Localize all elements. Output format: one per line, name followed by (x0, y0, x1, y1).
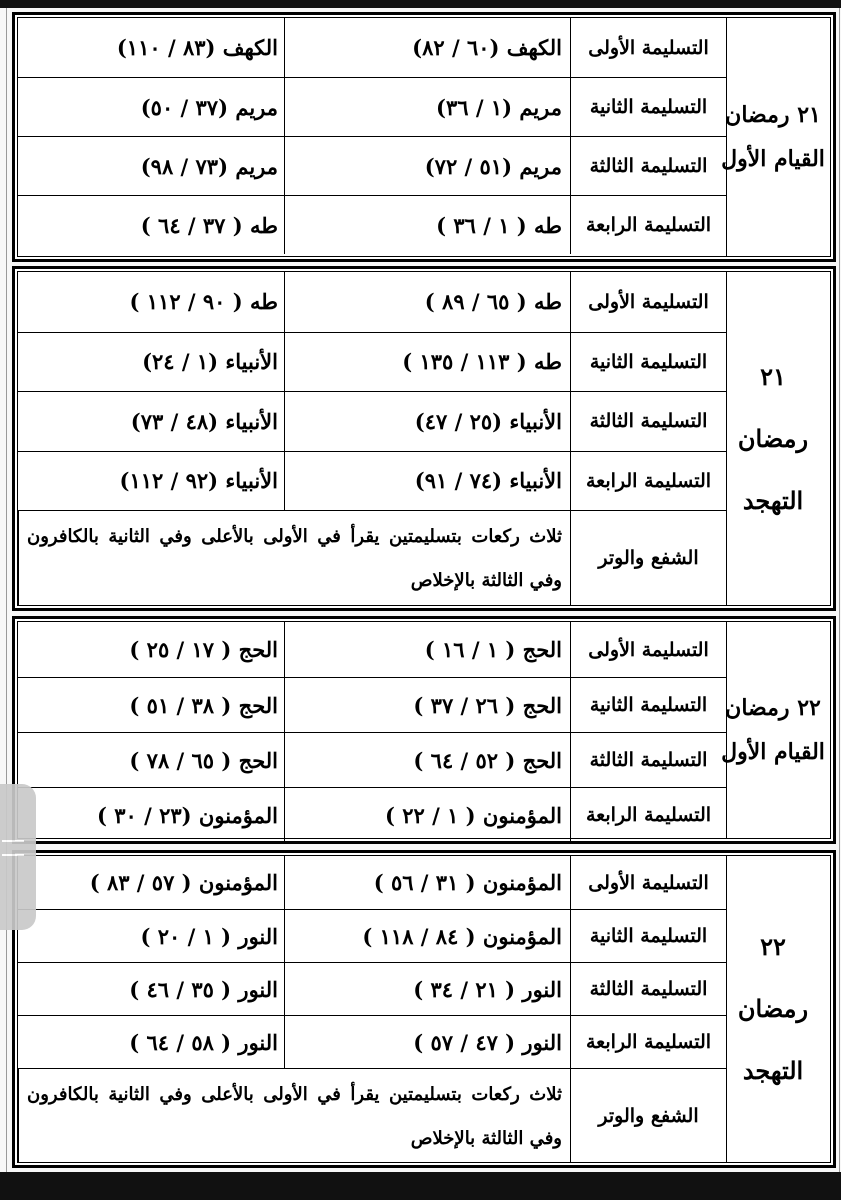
block-inner (17, 621, 831, 839)
first-rakah-reading: الأنبياء (٧٤ / ٩١) (284, 452, 570, 511)
second-rakah-reading: الأنبياء (٤٨ / ٧٣) (130, 408, 278, 434)
block-rows (18, 18, 727, 256)
day-label (716, 18, 830, 256)
schedule-block (12, 616, 836, 844)
day-label-line: القيام الأول (721, 739, 825, 765)
schedule-row (18, 451, 726, 511)
block-inner (17, 855, 831, 1163)
first-rakah-reading: النور ( ٤٧ / ٥٧ ) (284, 1016, 570, 1068)
schedule-row (18, 732, 726, 787)
second-rakah-reading: الحج ( ٦٥ / ٧٨ ) (129, 747, 278, 773)
schedule-block (12, 12, 836, 262)
schedule-row (18, 909, 726, 962)
day-label (716, 622, 830, 838)
schedule-block (12, 850, 836, 1168)
rakah-label: التسليمة الرابعة (570, 196, 726, 254)
day-label-line: رمضان (737, 423, 809, 453)
schedule-row (18, 195, 726, 254)
schedule-block (12, 266, 836, 611)
second-rakah-reading: الكهف (٨٣ / ١١٠) (116, 35, 278, 60)
rakah-label: التسليمة الثانية (570, 910, 726, 962)
handle-grip-line (2, 854, 24, 856)
second-rakah-reading: الحج ( ١٧ / ٢٥ ) (129, 637, 278, 662)
handle-grip-line (2, 840, 24, 842)
rakah-label: التسليمة الأولى (570, 856, 726, 909)
schedule-row (18, 77, 726, 136)
day-label (716, 272, 830, 605)
schedule-row (18, 136, 726, 195)
second-rakah-reading: طه ( ٩٠ / ١١٢ ) (129, 289, 278, 315)
second-rakah-reading: المؤمنون ( ٥٧ / ٨٣ ) (89, 870, 278, 895)
rakah-label: التسليمة الرابعة (570, 1016, 726, 1068)
first-rakah-reading: مريم (٥١ / ٧٢) (284, 137, 570, 195)
day-label-line: رمضان (737, 994, 809, 1023)
first-rakah-reading: المؤمنون ( ١ / ٢٢ ) (284, 788, 570, 842)
fast-scroll-handle[interactable] (0, 784, 36, 930)
first-rakah-reading: المؤمنون ( ٣١ / ٥٦ ) (284, 856, 570, 909)
witr-label: الشفع والوتر (570, 1069, 726, 1162)
schedule-row (18, 18, 726, 77)
schedule-row (18, 1015, 726, 1068)
day-label-line: التهجد (742, 485, 804, 515)
second-rakah-reading: مريم (٧٣ / ٩٨) (140, 153, 278, 179)
rakah-label: التسليمة الثالثة (570, 137, 726, 195)
day-label-line: ٢١ (760, 361, 786, 391)
second-rakah-reading: مريم (٣٧ / ٥٠) (140, 94, 278, 120)
witr-label: الشفع والوتر (570, 511, 726, 605)
rakah-label: التسليمة الرابعة (570, 788, 726, 842)
day-label-line: ٢٢ رمضان (725, 695, 821, 721)
block-rows (18, 272, 727, 605)
witr-description: ثلاث ركعات بتسليمتين يقرأ في الأولى بالأعلى وفي الثانية بالكافرون وفي الثالثة بالإخلاص (18, 511, 570, 605)
rakah-label: التسليمة الثانية (570, 78, 726, 136)
rakah-label: التسليمة الأولى (570, 622, 726, 677)
block-rows (18, 622, 727, 838)
schedule-row (18, 787, 726, 842)
schedule-row (18, 272, 726, 332)
witr-description: ثلاث ركعات بتسليمتين يقرأ في الأولى بالأعلى وفي الثانية بالكافرون وفي الثالثة بالإخلاص (18, 1069, 570, 1162)
first-rakah-reading: طه ( ١ / ٣٦ ) (284, 196, 570, 254)
block-inner (17, 271, 831, 606)
rakah-label: التسليمة الأولى (570, 18, 726, 77)
second-rakah-reading: طه ( ٣٧ / ٦٤ ) (140, 212, 278, 238)
second-rakah-reading: الأنبياء (٩٢ / ١١٢) (119, 468, 278, 494)
second-rakah-reading: الحج ( ٣٨ / ٥١ ) (129, 692, 278, 718)
first-rakah-reading: الأنبياء (٢٥ / ٤٧) (284, 392, 570, 451)
top-status-bar (0, 0, 841, 8)
schedule-row (18, 622, 726, 677)
day-label-line: القيام الأول (721, 146, 825, 172)
first-rakah-reading: المؤمنون ( ٨٤ / ١١٨ ) (284, 910, 570, 962)
second-rakah-reading: النور ( ٣٥ / ٤٦ ) (129, 976, 278, 1002)
rakah-label: التسليمة الثانية (570, 333, 726, 392)
schedule-row (18, 677, 726, 732)
rakah-label: التسليمة الثالثة (570, 733, 726, 787)
schedule-row (18, 856, 726, 909)
schedule-row (18, 332, 726, 392)
day-label-line: ٢١ رمضان (725, 102, 821, 128)
block-inner (17, 17, 831, 257)
rakah-label: التسليمة الثالثة (570, 392, 726, 451)
day-label-line: التهجد (742, 1056, 804, 1085)
rakah-label: التسليمة الرابعة (570, 452, 726, 511)
schedule-row (18, 962, 726, 1015)
first-rakah-reading: الحج ( ١ / ١٦ ) (284, 622, 570, 677)
second-rakah-reading: النور ( ٥٨ / ٦٤ ) (129, 1029, 278, 1055)
rakah-label: التسليمة الأولى (570, 272, 726, 332)
first-rakah-reading: الحج ( ٥٢ / ٦٤ ) (284, 733, 570, 787)
witr-row (18, 1068, 726, 1162)
first-rakah-reading: طه ( ٦٥ / ٨٩ ) (284, 272, 570, 332)
witr-row (18, 510, 726, 605)
rakah-label: التسليمة الثانية (570, 678, 726, 732)
second-rakah-reading: النور ( ١ / ٢٠ ) (140, 923, 278, 949)
second-rakah-reading: الأنبياء (١ / ٢٤) (142, 349, 278, 375)
first-rakah-reading: الحج ( ٢٦ / ٣٧ ) (284, 678, 570, 732)
bottom-nav-bar (0, 1172, 841, 1200)
rakah-label: التسليمة الثالثة (570, 963, 726, 1015)
schedule-row (18, 391, 726, 451)
day-label-line: ٢٢ (760, 932, 786, 961)
day-label (716, 856, 830, 1162)
second-rakah-reading: المؤمنون (٢٣ / ٣٠ ) (97, 802, 278, 828)
first-rakah-reading: مريم (١ / ٣٦) (284, 78, 570, 136)
block-rows (18, 856, 727, 1162)
first-rakah-reading: النور ( ٢١ / ٣٤ ) (284, 963, 570, 1015)
first-rakah-reading: طه ( ١١٣ / ١٣٥ ) (284, 333, 570, 392)
first-rakah-reading: الكهف (٦٠ / ٨٢) (284, 18, 570, 77)
